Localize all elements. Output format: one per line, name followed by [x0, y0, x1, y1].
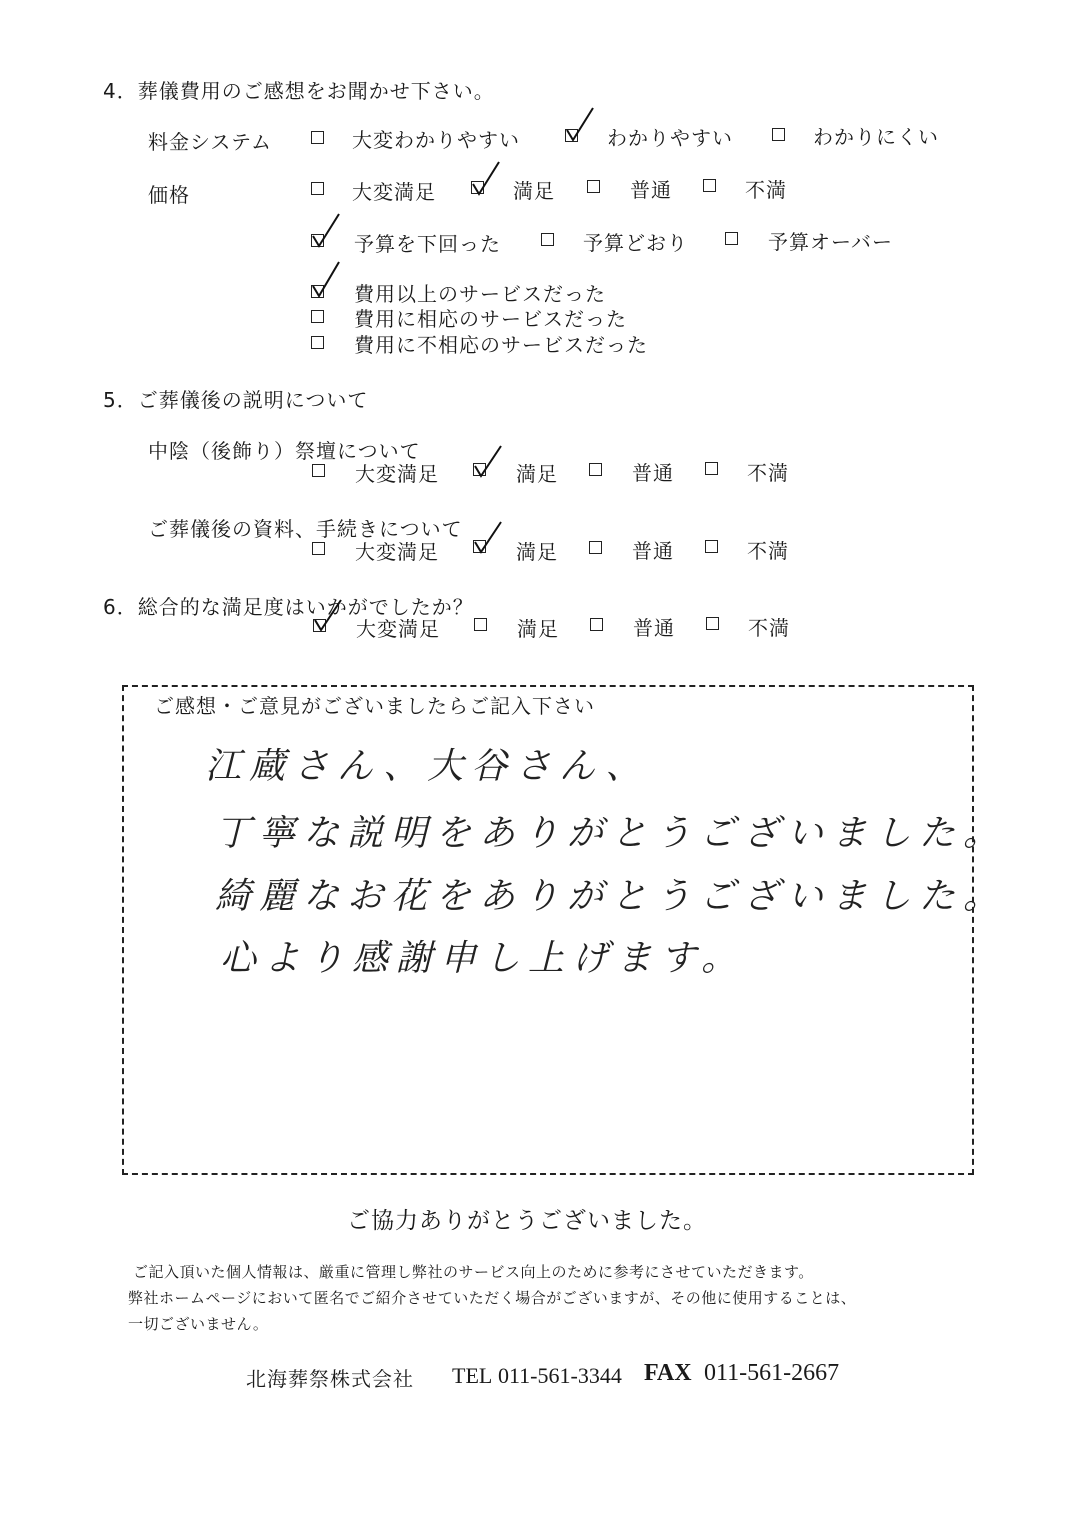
option-label: 満足 [516, 540, 558, 564]
checkbox[interactable] [311, 182, 324, 195]
checkbox[interactable] [706, 617, 719, 630]
option-label: 不満 [747, 539, 789, 563]
checkbox[interactable] [589, 463, 602, 476]
option-label: 予算オーバー [768, 230, 893, 254]
checkbox[interactable] [590, 618, 603, 631]
option-label: 満足 [513, 179, 555, 203]
option-label: 大変満足 [355, 540, 439, 564]
check-mark-icon [469, 160, 503, 200]
checkbox[interactable] [312, 464, 325, 477]
option-label: 大変わかりやすい [352, 128, 520, 152]
checkbox[interactable] [312, 542, 325, 555]
altar-label: 中陰（後飾り）祭壇について [148, 439, 421, 463]
checkbox[interactable] [725, 232, 738, 245]
check-mark-icon [471, 520, 505, 558]
option-label: 費用に不相応のサービスだった [354, 333, 648, 357]
option-label: わかりにくい [813, 125, 939, 149]
check-mark-icon [309, 212, 343, 252]
handwritten-line: 綺麗なお花をありがとうございました。 [215, 876, 1008, 917]
option-label: 費用に相応のサービスだった [354, 307, 627, 331]
checkbox[interactable] [589, 541, 602, 554]
comment-heading: ご感想・ご意見がございましたらご記入下さい [150, 690, 599, 719]
option-label: わかりやすい [607, 126, 733, 150]
privacy-note-line: 一切ございません。 [128, 1315, 269, 1333]
option-label: 費用以上のサービスだった [354, 282, 606, 306]
option-label: 普通 [633, 616, 675, 640]
handwritten-line: 丁寧な説明をありがとうございました。 [215, 813, 1008, 854]
checkbox[interactable] [705, 462, 718, 475]
checkbox[interactable] [772, 128, 785, 141]
check-mark-icon [563, 106, 597, 146]
checkbox[interactable] [587, 180, 600, 193]
privacy-note-line: 弊社ホームページにおいて匿名でご紹介させていただく場合がございますが、その他に使用することは、 [128, 1289, 857, 1307]
option-label: 不満 [747, 461, 789, 485]
option-label: 普通 [632, 539, 674, 563]
option-label: 大変満足 [355, 462, 439, 486]
tel-label: TEL [452, 1363, 493, 1388]
tel-number: 011-561-3344 [498, 1363, 622, 1388]
company-name: 北海葬祭株式会社 [246, 1367, 414, 1391]
option-label: 不満 [745, 178, 787, 202]
option-label: 満足 [516, 462, 558, 486]
option-label: 普通 [632, 461, 674, 485]
option-label: 普通 [630, 178, 672, 202]
checkbox[interactable] [311, 336, 324, 349]
option-label: 満足 [517, 617, 559, 641]
question-6-title: 6．総合的な満足度はいかがでしたか？ [103, 595, 474, 619]
option-label: 大変満足 [352, 180, 436, 204]
privacy-note-line: ご記入頂いた個人情報は、厳重に管理し弊社のサービス向上のために参考にさせていただきます。 [133, 1263, 814, 1281]
handwritten-line: 江蔵さん、大谷さん、 [205, 746, 650, 787]
checkbox[interactable] [311, 310, 324, 323]
handwritten-line: 心より感謝申し上げます。 [220, 938, 746, 979]
check-mark-icon [311, 598, 345, 636]
fax-label: FAX [644, 1360, 692, 1386]
question-4-title: 4．葬儀費用のご感想をお聞かせ下さい。 [103, 79, 495, 103]
documents-label: ご葬儀後の資料、手続きについて [148, 517, 463, 541]
checkbox[interactable] [705, 540, 718, 553]
checkbox[interactable] [311, 131, 324, 144]
checkbox[interactable] [474, 618, 487, 631]
thank-you-message: ご協力ありがとうございました。 [347, 1208, 707, 1234]
checkbox[interactable] [541, 233, 554, 246]
check-mark-icon [471, 444, 505, 482]
checkbox[interactable] [703, 179, 716, 192]
option-label: 不満 [748, 616, 790, 640]
option-label: 予算どおり [583, 231, 688, 255]
fax-number: 011-561-2667 [704, 1360, 840, 1386]
option-label: 大変満足 [356, 617, 440, 641]
question-5-title: 5．ご葬儀後の説明について [103, 388, 369, 412]
price-label: 価格 [148, 183, 190, 207]
pricing-system-label: 料金システム [148, 130, 272, 154]
option-label: 予算を下回った [354, 232, 501, 256]
check-mark-icon [309, 260, 343, 302]
